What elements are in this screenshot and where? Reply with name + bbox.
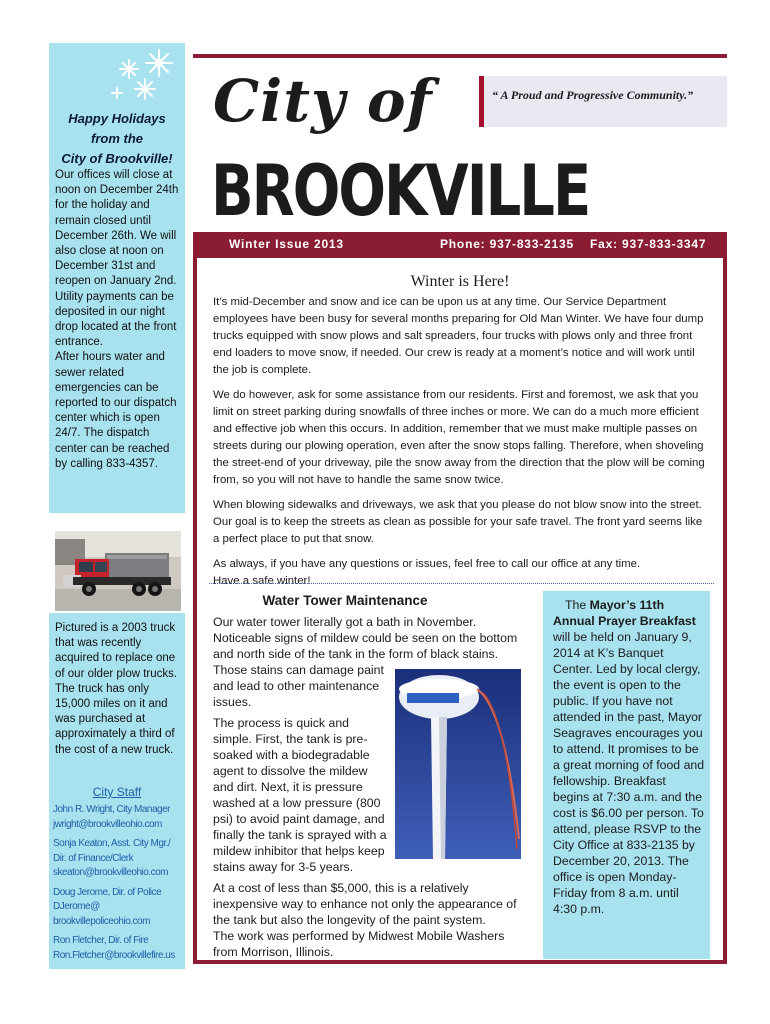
holiday-notice [55, 168, 179, 472]
holiday-greeting [55, 109, 179, 169]
truck-caption: Pictured is a 2003 truck that was recently acquired to replace one of our older plow trucks. The truck has only 15,000 miles on it and was purchased at approximately a third of the cost of a new truck. [55, 622, 178, 756]
masthead-city-of: City of [213, 67, 433, 135]
staff-email-link[interactable]: Ron.Fletcher@brookvillefire.us [53, 949, 175, 961]
staff-email-link[interactable]: brookvillepoliceohio.com [53, 915, 150, 927]
staff-entry [49, 837, 185, 881]
issue-info-bar [193, 232, 727, 258]
prayer-breakfast-text [553, 597, 705, 917]
holiday-greeting-line: from the [91, 131, 143, 146]
issue-label: Winter Issue 2013 [229, 237, 344, 251]
water-tower-photo [395, 669, 521, 859]
prayer-breakfast-lead: The [565, 598, 587, 612]
emergency-contact-text: After hours water and sewer related emergencies can be reported to our dispatch center which is open 24/7. The dispatch center can be reached by calling 833-4357. [55, 351, 177, 470]
city-staff-directory [49, 785, 185, 968]
winter-article-title: Winter is Here! [410, 273, 510, 290]
winter-article-body [213, 294, 709, 590]
staff-title: Dir. of Finance/Clerk [53, 852, 134, 864]
article-paragraph: The process is quick and simple. First, the tank is pre-soaked with a biodegradable agent to dissolve the mildew and dirt. Next, it is pressure washed at a low pressure (800 psi) to avoid paint damage, and finally the tank is sprayed with a mildew inhibitor that helps keep stains away for 3-5 years. [213, 716, 387, 874]
phone-number: Phone: 937-833-2135 [440, 237, 574, 251]
city-staff-heading: City Staff [92, 785, 142, 799]
staff-entry [49, 886, 185, 930]
tagline-accent-bar [479, 76, 484, 127]
content-frame-left [193, 258, 197, 964]
holiday-hours-text: Our offices will close at noon on December 24th for the holiday and remain closed until December 26th. We will also close at noon on December 31st and reopen on January 2nd. Utility payments can be deposited in our night drop located at the front entrance. [55, 169, 179, 349]
article-paragraph: It’s mid-December and snow and ice can be upon us at any time. Our Service Department employees have been busy for several months preparing for Old Man Winter. We have four dump trucks equipped with snow plows and salt spreaders, four trucks with plows only and three front end loaders to move snow, if needed. Our crew is ready at a moment’s notice and will work until the job is complete. [213, 296, 704, 376]
staff-name: Sonja Keaton, Asst. City Mgr./ [53, 838, 171, 849]
water-tower-title: Water Tower Maintenance [262, 593, 428, 608]
holiday-greeting-line: City of Brookville! [61, 151, 173, 166]
staff-entry [49, 934, 185, 963]
section-divider [209, 583, 714, 584]
snowflake-icon [109, 45, 181, 105]
masthead-brookville: BROOKVILLE [211, 151, 590, 233]
holiday-greeting-line: Happy Holidays [68, 111, 166, 126]
article-paragraph: Have a safe winter! [213, 575, 311, 587]
prayer-breakfast-event-name: Mayor’s 11th Annual Prayer Breakfast [553, 598, 696, 628]
fax-number: Fax: 937-833-3347 [590, 237, 707, 251]
left-sidebar [49, 43, 185, 969]
staff-name: Ron Fletcher, Dir. of Fire [53, 935, 149, 946]
staff-email-link[interactable]: skeaton@brookvilleohio.com [53, 867, 168, 878]
staff-email-link[interactable]: DJerome@ [53, 901, 100, 912]
article-paragraph: We do however, ask for some assistance from our residents. First and foremost, we ask that you limit on street parking during snowfalls of three inches or more. We can do a much more efficient and effective job when this occurs. In addition, remember that we must make multiple passes on streets during our plowing operation, even after the snow stops falling. Therefore, when shoveling the street-end of your driveway, pile the snow away from the direction that the plow will be coming from, so you will not have to handle the same snow twice. [213, 389, 705, 486]
staff-email-link[interactable]: jwright@brookvilleohio.com [53, 818, 162, 830]
staff-name: Doug Jerome, Dir. of Police [53, 886, 162, 898]
article-paragraph: The work was performed by Midwest Mobile Washers from Morrison, Illinois. [213, 929, 505, 959]
article-paragraph: As always, if you have any questions or issues, feel free to call our office at any time. [213, 558, 641, 570]
prayer-breakfast-panel [543, 591, 710, 959]
plow-truck-photo [55, 531, 181, 611]
content-frame-right [723, 258, 727, 964]
article-paragraph: When blowing sidewalks and driveways, we ask that you please do not blow snow into the street. Our goal is to keep the streets as clean as possible for your safe travel. The front yard seems like a perfect place to put that snow. [213, 499, 703, 545]
article-paragraph: Our water tower literally got a bath in November. Noticeable signs of mildew could be seen on the bottom and north side of the tank in the form of black stains. [213, 615, 518, 661]
staff-entry [49, 803, 185, 832]
article-paragraph: Those stains can damage paint and lead to other maintenance issues. [213, 663, 384, 709]
staff-name: John R. Wright, City Manager [53, 804, 170, 815]
tagline: “ A Proud and Progressive Community.” [492, 88, 694, 102]
article-paragraph: At a cost of less than $5,000, this is a relatively inexpensive way to enhance not only the appearance of the tank but also the longevity of the paint system. [213, 881, 517, 927]
masthead-rule [193, 54, 727, 58]
prayer-breakfast-details: will be held on January 9, 2014 at K’s Banquet Center. Led by local clergy, the event is open to the public. If you have not attended in the past, Mayor Seagraves encourages you to attend. It promises to be a great morning of food and fellowship. Breakfast begins at 7:30 a.m. and the cost is $6.00 per person. To attend, please RSVP to the City Office at 833-2135 by December 20, 2013. The office is open Monday-Friday from 8 a.m. until 4:30 p.m. [553, 630, 705, 916]
